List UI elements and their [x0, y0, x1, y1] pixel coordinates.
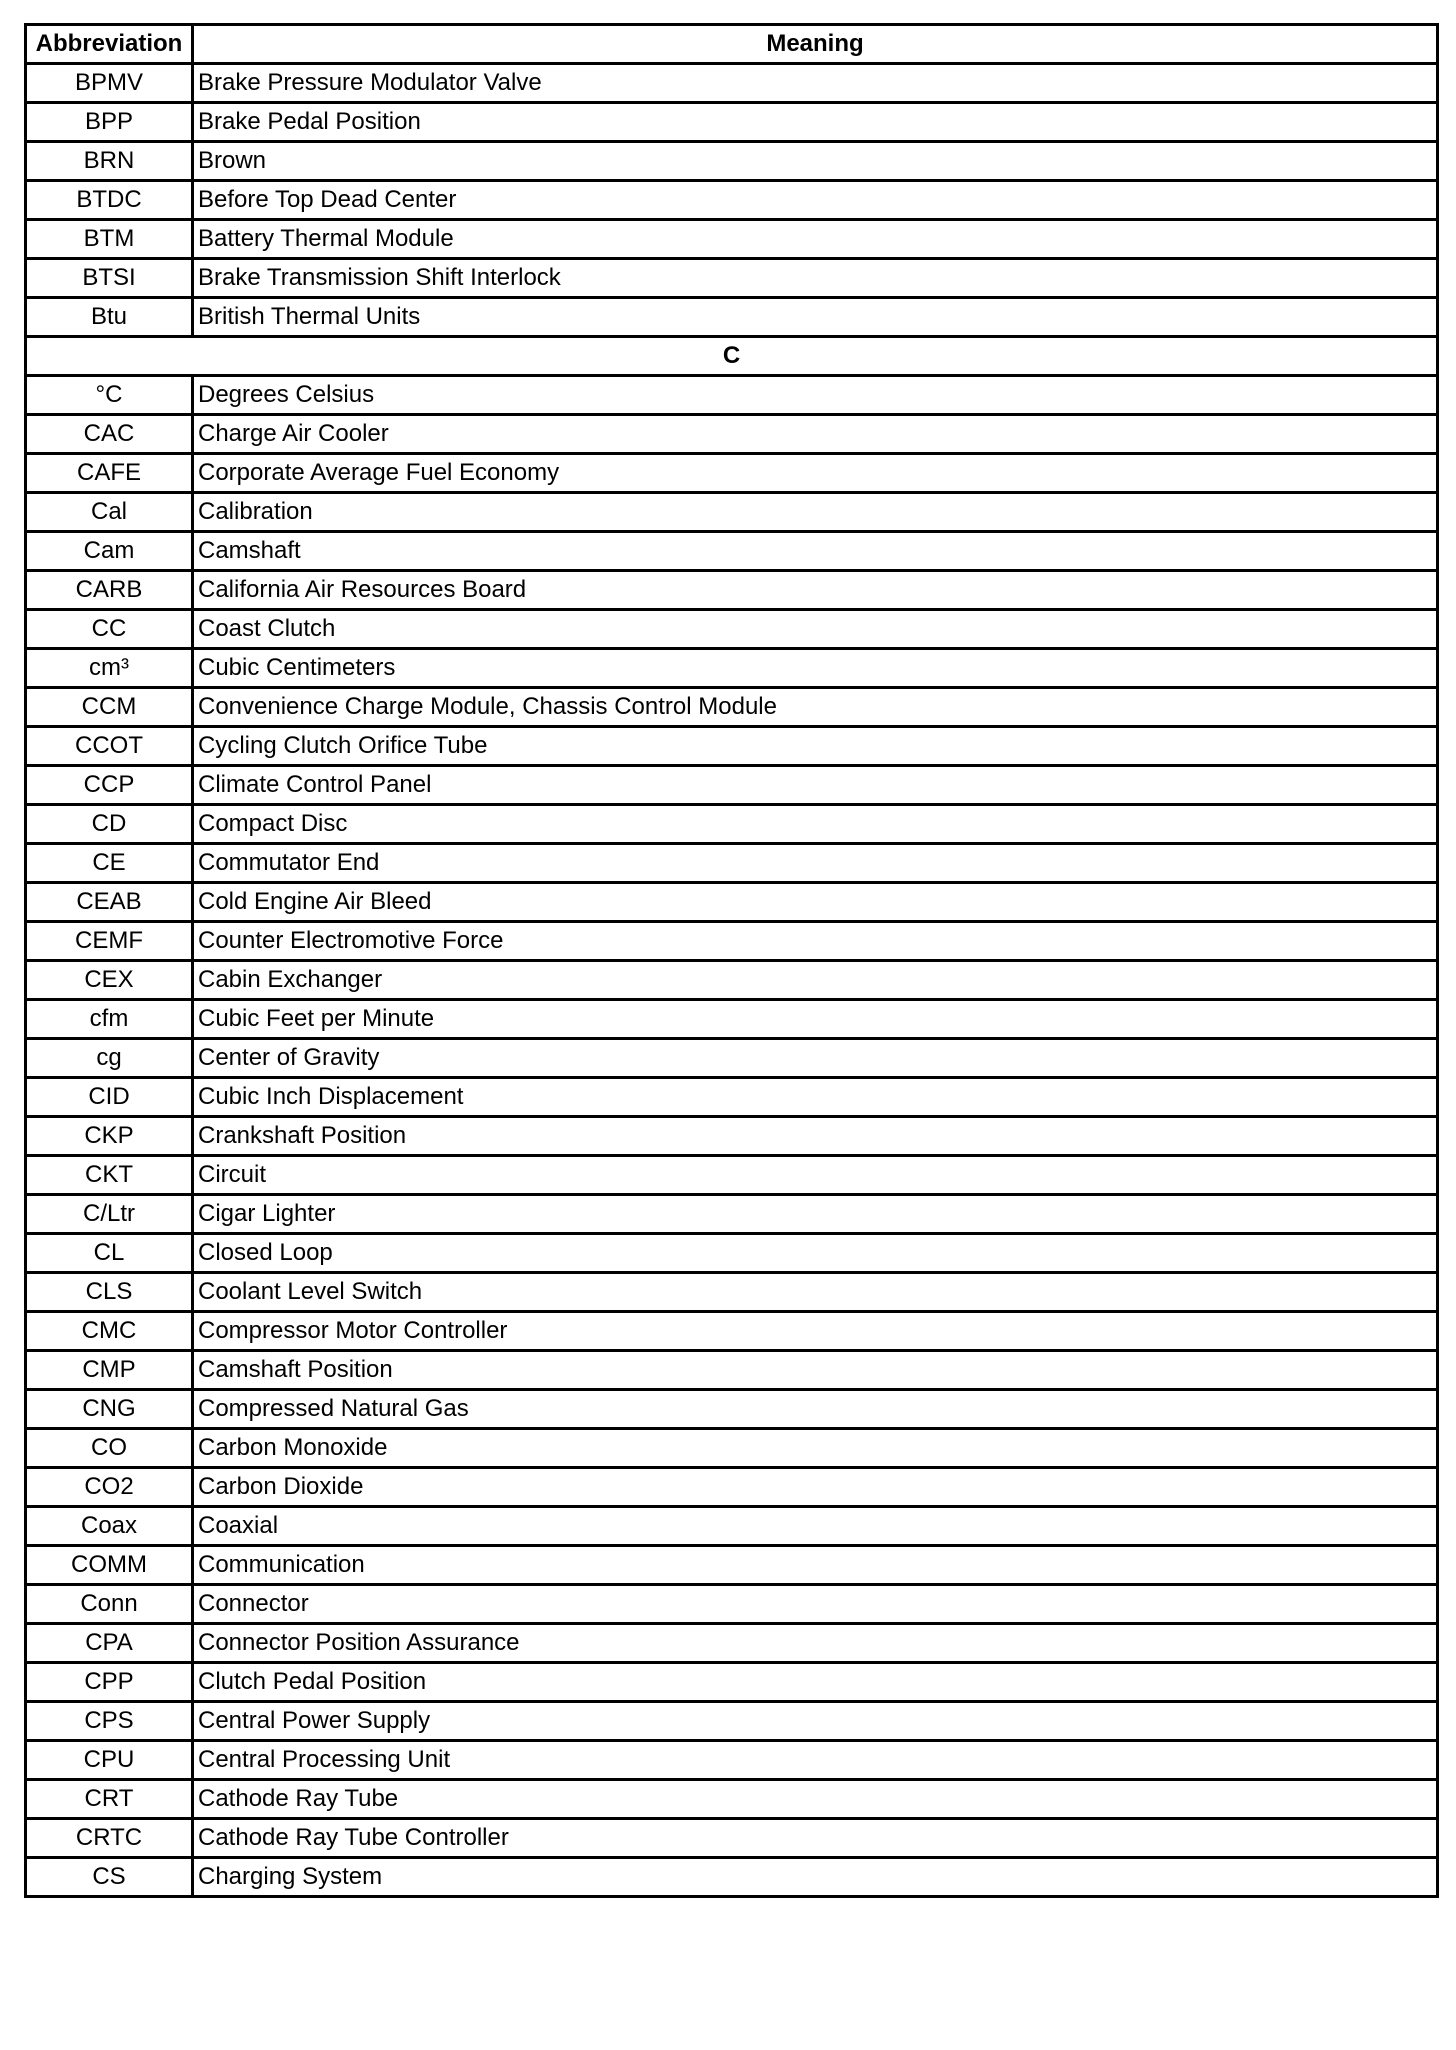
meaning-cell: Center of Gravity [193, 1039, 1438, 1078]
table-row [26, 493, 1438, 532]
table-row [26, 688, 1438, 727]
abbreviation-cell: BTDC [26, 181, 193, 220]
meaning-cell: Crankshaft Position [193, 1117, 1438, 1156]
meaning-cell: Convenience Charge Module, Chassis Control Module [193, 688, 1438, 727]
table-row [26, 1546, 1438, 1585]
abbreviation-cell: cfm [26, 1000, 193, 1039]
meaning-cell: Communication [193, 1546, 1438, 1585]
meaning-cell: Charging System [193, 1858, 1438, 1897]
table-row [26, 142, 1438, 181]
meaning-cell: Cubic Centimeters [193, 649, 1438, 688]
table-body-after-section [26, 376, 1438, 1897]
abbreviation-cell: CKT [26, 1156, 193, 1195]
abbreviation-cell: BPP [26, 103, 193, 142]
abbreviation-cell: CS [26, 1858, 193, 1897]
abbreviation-cell: CKP [26, 1117, 193, 1156]
meaning-cell: Cubic Feet per Minute [193, 1000, 1438, 1039]
table-row [26, 376, 1438, 415]
table-row [26, 298, 1438, 337]
meaning-cell: Carbon Monoxide [193, 1429, 1438, 1468]
abbreviation-cell: CEAB [26, 883, 193, 922]
abbreviation-cell: Cal [26, 493, 193, 532]
meaning-cell: Cigar Lighter [193, 1195, 1438, 1234]
meaning-cell: Camshaft [193, 532, 1438, 571]
meaning-cell: California Air Resources Board [193, 571, 1438, 610]
meaning-cell: Cathode Ray Tube [193, 1780, 1438, 1819]
table-row [26, 1351, 1438, 1390]
meaning-cell: Counter Electromotive Force [193, 922, 1438, 961]
abbreviation-cell: °C [26, 376, 193, 415]
abbreviation-cell: CAFE [26, 454, 193, 493]
abbreviation-cell: BPMV [26, 64, 193, 103]
meaning-cell: Brake Transmission Shift Interlock [193, 259, 1438, 298]
meaning-cell: Brown [193, 142, 1438, 181]
meaning-cell: Climate Control Panel [193, 766, 1438, 805]
meaning-cell: Connector Position Assurance [193, 1624, 1438, 1663]
abbreviation-cell: CNG [26, 1390, 193, 1429]
table-row [26, 922, 1438, 961]
meaning-cell: Corporate Average Fuel Economy [193, 454, 1438, 493]
table-row [26, 1468, 1438, 1507]
meaning-cell: Coaxial [193, 1507, 1438, 1546]
abbreviation-cell: CC [26, 610, 193, 649]
table-row [26, 220, 1438, 259]
table-row [26, 103, 1438, 142]
table-row [26, 1429, 1438, 1468]
table-row [26, 1078, 1438, 1117]
table-row [26, 1195, 1438, 1234]
section-group [26, 337, 1438, 376]
abbreviation-cell: CCP [26, 766, 193, 805]
meaning-cell: Closed Loop [193, 1234, 1438, 1273]
abbreviation-cell: CCOT [26, 727, 193, 766]
abbreviation-cell: BTSI [26, 259, 193, 298]
table-row [26, 1117, 1438, 1156]
meaning-cell: Commutator End [193, 844, 1438, 883]
abbreviation-cell: CPU [26, 1741, 193, 1780]
table-row [26, 415, 1438, 454]
table-row [26, 1390, 1438, 1429]
meaning-cell: Battery Thermal Module [193, 220, 1438, 259]
abbreviation-cell: cm³ [26, 649, 193, 688]
table-row [26, 1780, 1438, 1819]
section-row [26, 337, 1438, 376]
meaning-cell: Clutch Pedal Position [193, 1663, 1438, 1702]
abbreviation-cell: cg [26, 1039, 193, 1078]
table-row [26, 1819, 1438, 1858]
table-row [26, 1624, 1438, 1663]
table-row [26, 454, 1438, 493]
table-row [26, 649, 1438, 688]
table-row [26, 1663, 1438, 1702]
table-row [26, 766, 1438, 805]
meaning-cell: Compressor Motor Controller [193, 1312, 1438, 1351]
abbreviation-cell: CPA [26, 1624, 193, 1663]
table-row [26, 883, 1438, 922]
abbreviation-cell: CARB [26, 571, 193, 610]
abbreviation-cell: CAC [26, 415, 193, 454]
table-row [26, 610, 1438, 649]
table-body-before-section [26, 64, 1438, 337]
abbreviation-cell: CD [26, 805, 193, 844]
meaning-cell: Brake Pedal Position [193, 103, 1438, 142]
table-row [26, 1858, 1438, 1897]
table-row [26, 805, 1438, 844]
abbreviation-cell: C/Ltr [26, 1195, 193, 1234]
table-row [26, 1156, 1438, 1195]
table-row [26, 1741, 1438, 1780]
meaning-cell: Cubic Inch Displacement [193, 1078, 1438, 1117]
meaning-cell: Brake Pressure Modulator Valve [193, 64, 1438, 103]
table-row [26, 532, 1438, 571]
meaning-cell: Calibration [193, 493, 1438, 532]
meaning-cell: Compressed Natural Gas [193, 1390, 1438, 1429]
meaning-cell: Cold Engine Air Bleed [193, 883, 1438, 922]
abbreviation-cell: COMM [26, 1546, 193, 1585]
table-row [26, 727, 1438, 766]
abbreviation-cell: CO2 [26, 1468, 193, 1507]
abbreviation-cell: CID [26, 1078, 193, 1117]
abbreviation-cell: CL [26, 1234, 193, 1273]
meaning-cell: Cathode Ray Tube Controller [193, 1819, 1438, 1858]
table-row [26, 259, 1438, 298]
header-meaning: Meaning [193, 25, 1438, 64]
meaning-cell: Coolant Level Switch [193, 1273, 1438, 1312]
table-row [26, 1000, 1438, 1039]
abbreviation-cell: Coax [26, 1507, 193, 1546]
meaning-cell: British Thermal Units [193, 298, 1438, 337]
meaning-cell: Central Processing Unit [193, 1741, 1438, 1780]
abbreviation-cell: Btu [26, 298, 193, 337]
abbreviation-cell: CLS [26, 1273, 193, 1312]
meaning-cell: Before Top Dead Center [193, 181, 1438, 220]
table-row [26, 961, 1438, 1000]
abbreviation-cell: CEX [26, 961, 193, 1000]
abbreviation-cell: CE [26, 844, 193, 883]
table-row [26, 571, 1438, 610]
section-label: C [26, 337, 1438, 376]
abbreviation-cell: CMP [26, 1351, 193, 1390]
header-row [26, 25, 1438, 64]
abbreviation-cell: CO [26, 1429, 193, 1468]
meaning-cell: Connector [193, 1585, 1438, 1624]
meaning-cell: Degrees Celsius [193, 376, 1438, 415]
abbreviation-table-container [24, 23, 1436, 1898]
abbreviation-cell: CPS [26, 1702, 193, 1741]
table-row [26, 1234, 1438, 1273]
header-abbreviation: Abbreviation [26, 25, 193, 64]
abbreviation-cell: BRN [26, 142, 193, 181]
meaning-cell: Cabin Exchanger [193, 961, 1438, 1000]
meaning-cell: Central Power Supply [193, 1702, 1438, 1741]
abbreviation-cell: CMC [26, 1312, 193, 1351]
meaning-cell: Camshaft Position [193, 1351, 1438, 1390]
table-header [26, 25, 1438, 64]
meaning-cell: Coast Clutch [193, 610, 1438, 649]
table-row [26, 181, 1438, 220]
table-row [26, 1702, 1438, 1741]
abbreviation-cell: CCM [26, 688, 193, 727]
abbreviation-cell: Cam [26, 532, 193, 571]
table-row [26, 1273, 1438, 1312]
table-row [26, 1312, 1438, 1351]
meaning-cell: Compact Disc [193, 805, 1438, 844]
abbreviation-cell: CRT [26, 1780, 193, 1819]
table-row [26, 64, 1438, 103]
table-row [26, 1507, 1438, 1546]
meaning-cell: Carbon Dioxide [193, 1468, 1438, 1507]
meaning-cell: Charge Air Cooler [193, 415, 1438, 454]
abbreviation-cell: BTM [26, 220, 193, 259]
table-row [26, 844, 1438, 883]
abbreviation-cell: CRTC [26, 1819, 193, 1858]
abbreviation-cell: CEMF [26, 922, 193, 961]
table-row [26, 1039, 1438, 1078]
abbreviation-cell: CPP [26, 1663, 193, 1702]
abbreviation-table [24, 23, 1439, 1898]
meaning-cell: Circuit [193, 1156, 1438, 1195]
meaning-cell: Cycling Clutch Orifice Tube [193, 727, 1438, 766]
abbreviation-cell: Conn [26, 1585, 193, 1624]
table-row [26, 1585, 1438, 1624]
